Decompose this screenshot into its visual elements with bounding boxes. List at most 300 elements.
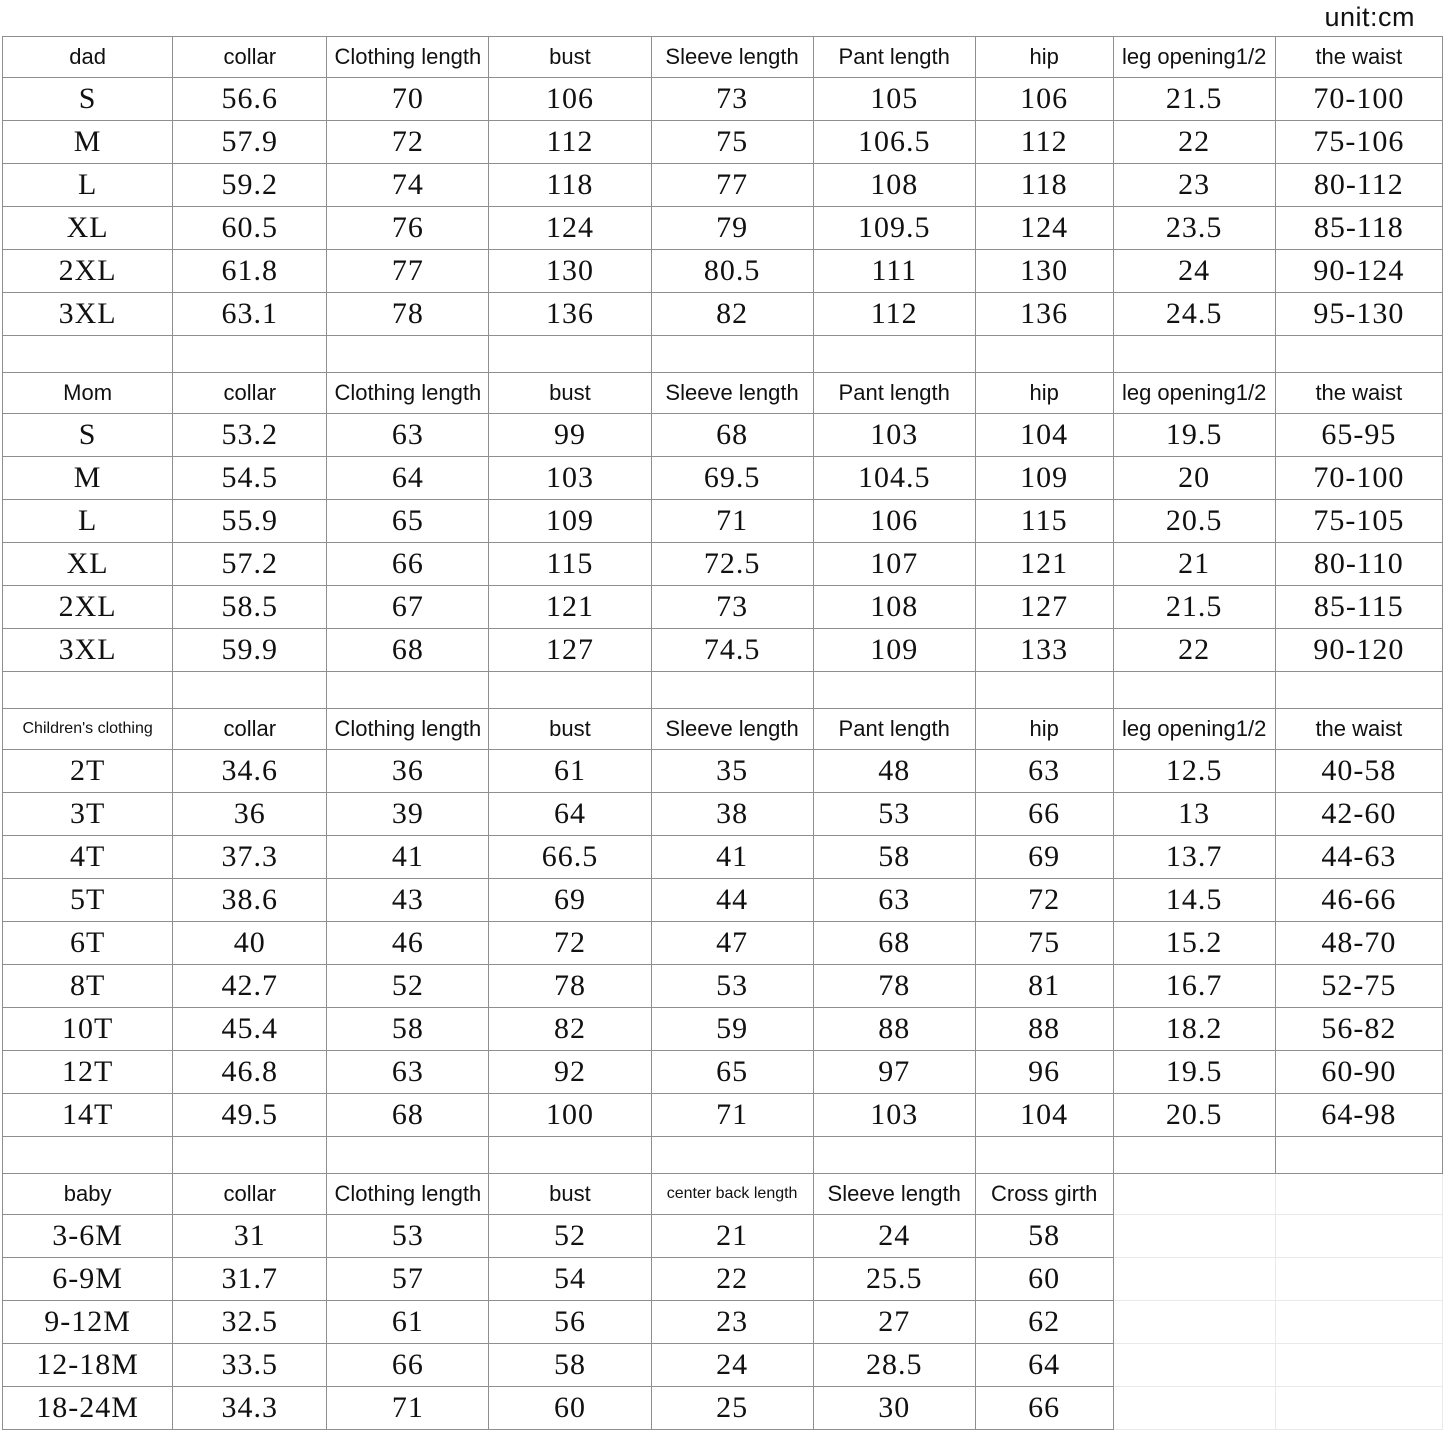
value-waist: 65-95 xyxy=(1275,414,1442,457)
size-label: XL xyxy=(3,207,173,250)
value-clothing-length: 39 xyxy=(327,793,489,836)
value-clothing-length: 58 xyxy=(327,1008,489,1051)
value-waist: 90-124 xyxy=(1275,250,1442,293)
value-hip: 133 xyxy=(975,629,1113,672)
value-hip: 118 xyxy=(975,164,1113,207)
header-cell-waist: the waist xyxy=(1275,373,1442,414)
header-cell-category: Children's clothing xyxy=(3,709,173,750)
header-cell-bust: bust xyxy=(489,1174,651,1215)
value-waist: 75-106 xyxy=(1275,121,1442,164)
header-cell-leg-opening: leg opening1/2 xyxy=(1113,709,1275,750)
value-pant-length: 112 xyxy=(813,293,975,336)
value-hip: 130 xyxy=(975,250,1113,293)
size-chart-table xyxy=(2,36,1443,1430)
value-waist: 70-100 xyxy=(1275,457,1442,500)
value-bust: 115 xyxy=(489,543,651,586)
value-clothing-length: 65 xyxy=(327,500,489,543)
value-bust: 130 xyxy=(489,250,651,293)
value-sleeve-length: 30 xyxy=(813,1387,975,1430)
value-collar: 54.5 xyxy=(173,457,327,500)
empty-cell xyxy=(1275,1174,1442,1215)
table-row xyxy=(3,586,1443,629)
value-clothing-length: 70 xyxy=(327,78,489,121)
header-cell-category: dad xyxy=(3,37,173,78)
value-waist: 48-70 xyxy=(1275,922,1442,965)
spacer-cell xyxy=(813,672,975,709)
value-collar: 57.9 xyxy=(173,121,327,164)
value-center-back-length: 21 xyxy=(651,1215,813,1258)
value-collar: 58.5 xyxy=(173,586,327,629)
table-spacer-row xyxy=(3,672,1443,709)
value-center-back-length: 23 xyxy=(651,1301,813,1344)
size-label: 3-6M xyxy=(3,1215,173,1258)
value-hip: 104 xyxy=(975,414,1113,457)
header-cell-clothing-length: Clothing length xyxy=(327,373,489,414)
size-label: L xyxy=(3,500,173,543)
header-cell-collar: collar xyxy=(173,1174,327,1215)
size-label: 2XL xyxy=(3,250,173,293)
value-center-back-length: 25 xyxy=(651,1387,813,1430)
value-bust: 69 xyxy=(489,879,651,922)
size-label: 14T xyxy=(3,1094,173,1137)
value-leg-opening: 19.5 xyxy=(1113,414,1275,457)
spacer-cell xyxy=(1113,336,1275,373)
empty-cell xyxy=(1113,1301,1275,1344)
value-leg-opening: 12.5 xyxy=(1113,750,1275,793)
value-bust: 82 xyxy=(489,1008,651,1051)
header-cell-clothing-length: Clothing length xyxy=(327,37,489,78)
value-sleeve-length: 77 xyxy=(651,164,813,207)
value-hip: 104 xyxy=(975,1094,1113,1137)
value-waist: 60-90 xyxy=(1275,1051,1442,1094)
table-spacer-row xyxy=(3,1137,1443,1174)
value-clothing-length: 46 xyxy=(327,922,489,965)
value-waist: 44-63 xyxy=(1275,836,1442,879)
value-collar: 34.3 xyxy=(173,1387,327,1430)
value-collar: 60.5 xyxy=(173,207,327,250)
spacer-cell xyxy=(813,336,975,373)
header-cell-hip: hip xyxy=(975,373,1113,414)
value-clothing-length: 71 xyxy=(327,1387,489,1430)
header-cell-leg-opening: leg opening1/2 xyxy=(1113,37,1275,78)
value-pant-length: 63 xyxy=(813,879,975,922)
value-pant-length: 108 xyxy=(813,164,975,207)
table-row xyxy=(3,1215,1443,1258)
value-bust: 99 xyxy=(489,414,651,457)
value-sleeve-length: 68 xyxy=(651,414,813,457)
value-bust: 106 xyxy=(489,78,651,121)
value-sleeve-length: 73 xyxy=(651,78,813,121)
value-collar: 53.2 xyxy=(173,414,327,457)
value-bust: 109 xyxy=(489,500,651,543)
header-cell-clothing-length: Clothing length xyxy=(327,709,489,750)
value-clothing-length: 64 xyxy=(327,457,489,500)
value-center-back-length: 22 xyxy=(651,1258,813,1301)
table-row xyxy=(3,922,1443,965)
spacer-cell xyxy=(3,336,173,373)
value-bust: 92 xyxy=(489,1051,651,1094)
value-pant-length: 58 xyxy=(813,836,975,879)
header-cell-pant-length: Pant length xyxy=(813,37,975,78)
spacer-cell xyxy=(3,672,173,709)
size-label: 10T xyxy=(3,1008,173,1051)
header-cell-sleeve-length: Sleeve length xyxy=(813,1174,975,1215)
value-clothing-length: 78 xyxy=(327,293,489,336)
size-label: 4T xyxy=(3,836,173,879)
table-row xyxy=(3,1094,1443,1137)
value-pant-length: 97 xyxy=(813,1051,975,1094)
value-waist: 40-58 xyxy=(1275,750,1442,793)
table-row xyxy=(3,836,1443,879)
header-cell-leg-opening: leg opening1/2 xyxy=(1113,373,1275,414)
value-bust: 78 xyxy=(489,965,651,1008)
value-waist: 80-112 xyxy=(1275,164,1442,207)
empty-cell xyxy=(1275,1258,1442,1301)
empty-cell xyxy=(1113,1215,1275,1258)
value-pant-length: 88 xyxy=(813,1008,975,1051)
unit-label: unit:cm xyxy=(1324,2,1415,32)
value-bust: 56 xyxy=(489,1301,651,1344)
table-header-row-mom xyxy=(3,373,1443,414)
size-label: 3XL xyxy=(3,629,173,672)
value-leg-opening: 22 xyxy=(1113,121,1275,164)
value-pant-length: 108 xyxy=(813,586,975,629)
size-label: 18-24M xyxy=(3,1387,173,1430)
header-cell-pant-length: Pant length xyxy=(813,709,975,750)
header-cell-category: baby xyxy=(3,1174,173,1215)
spacer-cell xyxy=(651,336,813,373)
header-cell-collar: collar xyxy=(173,37,327,78)
table-row xyxy=(3,250,1443,293)
value-leg-opening: 18.2 xyxy=(1113,1008,1275,1051)
value-bust: 127 xyxy=(489,629,651,672)
value-leg-opening: 22 xyxy=(1113,629,1275,672)
size-label: S xyxy=(3,78,173,121)
value-clothing-length: 67 xyxy=(327,586,489,629)
value-sleeve-length: 25.5 xyxy=(813,1258,975,1301)
size-label: 12T xyxy=(3,1051,173,1094)
table-row xyxy=(3,1301,1443,1344)
value-bust: 72 xyxy=(489,922,651,965)
value-bust: 121 xyxy=(489,586,651,629)
table-header-row-children xyxy=(3,709,1443,750)
spacer-cell xyxy=(3,1137,173,1174)
value-clothing-length: 61 xyxy=(327,1301,489,1344)
size-label: 8T xyxy=(3,965,173,1008)
value-hip: 136 xyxy=(975,293,1113,336)
value-collar: 45.4 xyxy=(173,1008,327,1051)
table-row xyxy=(3,500,1443,543)
value-bust: 61 xyxy=(489,750,651,793)
header-cell-bust: bust xyxy=(489,373,651,414)
spacer-cell xyxy=(813,1137,975,1174)
value-bust: 112 xyxy=(489,121,651,164)
empty-cell xyxy=(1275,1344,1442,1387)
table-row xyxy=(3,750,1443,793)
value-collar: 31.7 xyxy=(173,1258,327,1301)
value-hip: 66 xyxy=(975,793,1113,836)
value-bust: 60 xyxy=(489,1387,651,1430)
value-clothing-length: 36 xyxy=(327,750,489,793)
value-leg-opening: 13 xyxy=(1113,793,1275,836)
spacer-cell xyxy=(327,672,489,709)
value-cross-girth: 64 xyxy=(975,1344,1113,1387)
header-cell-cross-girth: Cross girth xyxy=(975,1174,1113,1215)
value-bust: 66.5 xyxy=(489,836,651,879)
value-hip: 75 xyxy=(975,922,1113,965)
value-bust: 136 xyxy=(489,293,651,336)
value-sleeve-length: 80.5 xyxy=(651,250,813,293)
size-label: 6-9M xyxy=(3,1258,173,1301)
value-clothing-length: 57 xyxy=(327,1258,489,1301)
size-label: 2XL xyxy=(3,586,173,629)
value-sleeve-length: 38 xyxy=(651,793,813,836)
value-hip: 115 xyxy=(975,500,1113,543)
value-waist: 95-130 xyxy=(1275,293,1442,336)
value-sleeve-length: 27 xyxy=(813,1301,975,1344)
value-hip: 109 xyxy=(975,457,1113,500)
value-hip: 121 xyxy=(975,543,1113,586)
spacer-cell xyxy=(173,672,327,709)
value-cross-girth: 60 xyxy=(975,1258,1113,1301)
value-waist: 56-82 xyxy=(1275,1008,1442,1051)
value-cross-girth: 62 xyxy=(975,1301,1113,1344)
value-sleeve-length: 53 xyxy=(651,965,813,1008)
spacer-cell xyxy=(1113,1137,1275,1174)
value-leg-opening: 21 xyxy=(1113,543,1275,586)
header-cell-bust: bust xyxy=(489,37,651,78)
header-cell-hip: hip xyxy=(975,37,1113,78)
value-center-back-length: 24 xyxy=(651,1344,813,1387)
value-pant-length: 109 xyxy=(813,629,975,672)
value-hip: 69 xyxy=(975,836,1113,879)
value-pant-length: 105 xyxy=(813,78,975,121)
value-sleeve-length: 75 xyxy=(651,121,813,164)
value-sleeve-length: 72.5 xyxy=(651,543,813,586)
size-label: 3XL xyxy=(3,293,173,336)
value-clothing-length: 68 xyxy=(327,629,489,672)
value-hip: 81 xyxy=(975,965,1113,1008)
value-leg-opening: 23 xyxy=(1113,164,1275,207)
value-leg-opening: 23.5 xyxy=(1113,207,1275,250)
value-leg-opening: 19.5 xyxy=(1113,1051,1275,1094)
value-pant-length: 104.5 xyxy=(813,457,975,500)
empty-cell xyxy=(1275,1301,1442,1344)
spacer-cell xyxy=(975,672,1113,709)
value-waist: 75-105 xyxy=(1275,500,1442,543)
table-row xyxy=(3,414,1443,457)
value-collar: 49.5 xyxy=(173,1094,327,1137)
spacer-cell xyxy=(651,1137,813,1174)
value-sleeve-length: 74.5 xyxy=(651,629,813,672)
value-collar: 38.6 xyxy=(173,879,327,922)
size-label: 3T xyxy=(3,793,173,836)
value-pant-length: 48 xyxy=(813,750,975,793)
header-cell-sleeve-length: Sleeve length xyxy=(651,709,813,750)
value-cross-girth: 66 xyxy=(975,1387,1113,1430)
value-hip: 63 xyxy=(975,750,1113,793)
value-hip: 124 xyxy=(975,207,1113,250)
value-clothing-length: 43 xyxy=(327,879,489,922)
value-sleeve-length: 59 xyxy=(651,1008,813,1051)
value-bust: 100 xyxy=(489,1094,651,1137)
value-collar: 46.8 xyxy=(173,1051,327,1094)
spacer-cell xyxy=(1275,672,1442,709)
value-waist: 85-115 xyxy=(1275,586,1442,629)
value-sleeve-length: 44 xyxy=(651,879,813,922)
value-pant-length: 106 xyxy=(813,500,975,543)
table-row xyxy=(3,207,1443,250)
value-sleeve-length: 71 xyxy=(651,1094,813,1137)
table-row xyxy=(3,1051,1443,1094)
value-collar: 32.5 xyxy=(173,1301,327,1344)
value-sleeve-length: 35 xyxy=(651,750,813,793)
value-bust: 124 xyxy=(489,207,651,250)
value-sleeve-length: 71 xyxy=(651,500,813,543)
table-row xyxy=(3,164,1443,207)
value-waist: 85-118 xyxy=(1275,207,1442,250)
value-collar: 34.6 xyxy=(173,750,327,793)
size-label: 12-18M xyxy=(3,1344,173,1387)
value-bust: 52 xyxy=(489,1215,651,1258)
value-leg-opening: 20.5 xyxy=(1113,1094,1275,1137)
value-hip: 88 xyxy=(975,1008,1113,1051)
value-waist: 46-66 xyxy=(1275,879,1442,922)
value-leg-opening: 24.5 xyxy=(1113,293,1275,336)
value-hip: 112 xyxy=(975,121,1113,164)
header-cell-center-back-length: center back length xyxy=(651,1174,813,1215)
size-label: M xyxy=(3,121,173,164)
header-cell-sleeve-length: Sleeve length xyxy=(651,373,813,414)
value-waist: 90-120 xyxy=(1275,629,1442,672)
table-row xyxy=(3,457,1443,500)
value-clothing-length: 76 xyxy=(327,207,489,250)
value-waist: 80-110 xyxy=(1275,543,1442,586)
spacer-cell xyxy=(173,336,327,373)
value-hip: 96 xyxy=(975,1051,1113,1094)
value-clothing-length: 72 xyxy=(327,121,489,164)
value-leg-opening: 14.5 xyxy=(1113,879,1275,922)
spacer-cell xyxy=(489,336,651,373)
value-hip: 127 xyxy=(975,586,1113,629)
value-bust: 54 xyxy=(489,1258,651,1301)
empty-cell xyxy=(1113,1258,1275,1301)
value-clothing-length: 63 xyxy=(327,1051,489,1094)
size-label: XL xyxy=(3,543,173,586)
value-sleeve-length: 41 xyxy=(651,836,813,879)
value-pant-length: 103 xyxy=(813,1094,975,1137)
value-pant-length: 103 xyxy=(813,414,975,457)
value-collar: 56.6 xyxy=(173,78,327,121)
table-row xyxy=(3,965,1443,1008)
value-pant-length: 111 xyxy=(813,250,975,293)
value-hip: 72 xyxy=(975,879,1113,922)
value-collar: 57.2 xyxy=(173,543,327,586)
spacer-cell xyxy=(975,336,1113,373)
header-cell-collar: collar xyxy=(173,709,327,750)
spacer-cell xyxy=(1275,1137,1442,1174)
size-label: L xyxy=(3,164,173,207)
value-collar: 63.1 xyxy=(173,293,327,336)
empty-cell xyxy=(1113,1174,1275,1215)
value-collar: 61.8 xyxy=(173,250,327,293)
value-collar: 37.3 xyxy=(173,836,327,879)
spacer-cell xyxy=(1275,336,1442,373)
value-leg-opening: 21.5 xyxy=(1113,586,1275,629)
value-clothing-length: 41 xyxy=(327,836,489,879)
spacer-cell xyxy=(651,672,813,709)
header-cell-waist: the waist xyxy=(1275,709,1442,750)
size-label: 2T xyxy=(3,750,173,793)
value-bust: 64 xyxy=(489,793,651,836)
spacer-cell xyxy=(975,1137,1113,1174)
value-clothing-length: 66 xyxy=(327,1344,489,1387)
value-bust: 58 xyxy=(489,1344,651,1387)
table-row xyxy=(3,1008,1443,1051)
size-label: S xyxy=(3,414,173,457)
table-row xyxy=(3,1258,1443,1301)
value-pant-length: 53 xyxy=(813,793,975,836)
header-cell-pant-length: Pant length xyxy=(813,373,975,414)
value-pant-length: 106.5 xyxy=(813,121,975,164)
value-leg-opening: 20.5 xyxy=(1113,500,1275,543)
value-leg-opening: 13.7 xyxy=(1113,836,1275,879)
value-leg-opening: 16.7 xyxy=(1113,965,1275,1008)
spacer-cell xyxy=(327,336,489,373)
value-cross-girth: 58 xyxy=(975,1215,1113,1258)
table-row xyxy=(3,793,1443,836)
value-collar: 55.9 xyxy=(173,500,327,543)
header-cell-hip: hip xyxy=(975,709,1113,750)
table-row xyxy=(3,1344,1443,1387)
value-bust: 118 xyxy=(489,164,651,207)
value-pant-length: 78 xyxy=(813,965,975,1008)
value-collar: 33.5 xyxy=(173,1344,327,1387)
value-waist: 70-100 xyxy=(1275,78,1442,121)
value-collar: 59.9 xyxy=(173,629,327,672)
table-row xyxy=(3,879,1443,922)
empty-cell xyxy=(1113,1344,1275,1387)
table-row xyxy=(3,293,1443,336)
value-leg-opening: 20 xyxy=(1113,457,1275,500)
value-sleeve-length: 28.5 xyxy=(813,1344,975,1387)
spacer-cell xyxy=(173,1137,327,1174)
value-bust: 103 xyxy=(489,457,651,500)
header-cell-sleeve-length: Sleeve length xyxy=(651,37,813,78)
value-sleeve-length: 73 xyxy=(651,586,813,629)
value-hip: 106 xyxy=(975,78,1113,121)
value-sleeve-length: 69.5 xyxy=(651,457,813,500)
header-cell-waist: the waist xyxy=(1275,37,1442,78)
table-row xyxy=(3,78,1443,121)
value-leg-opening: 21.5 xyxy=(1113,78,1275,121)
value-sleeve-length: 47 xyxy=(651,922,813,965)
table-row xyxy=(3,1387,1443,1430)
value-leg-opening: 24 xyxy=(1113,250,1275,293)
value-clothing-length: 66 xyxy=(327,543,489,586)
value-pant-length: 68 xyxy=(813,922,975,965)
table-header-row-dad xyxy=(3,37,1443,78)
spacer-cell xyxy=(489,672,651,709)
empty-cell xyxy=(1113,1387,1275,1430)
value-waist: 64-98 xyxy=(1275,1094,1442,1137)
table-row xyxy=(3,121,1443,164)
value-sleeve-length: 82 xyxy=(651,293,813,336)
value-pant-length: 107 xyxy=(813,543,975,586)
value-clothing-length: 63 xyxy=(327,414,489,457)
size-label: 9-12M xyxy=(3,1301,173,1344)
header-cell-clothing-length: Clothing length xyxy=(327,1174,489,1215)
